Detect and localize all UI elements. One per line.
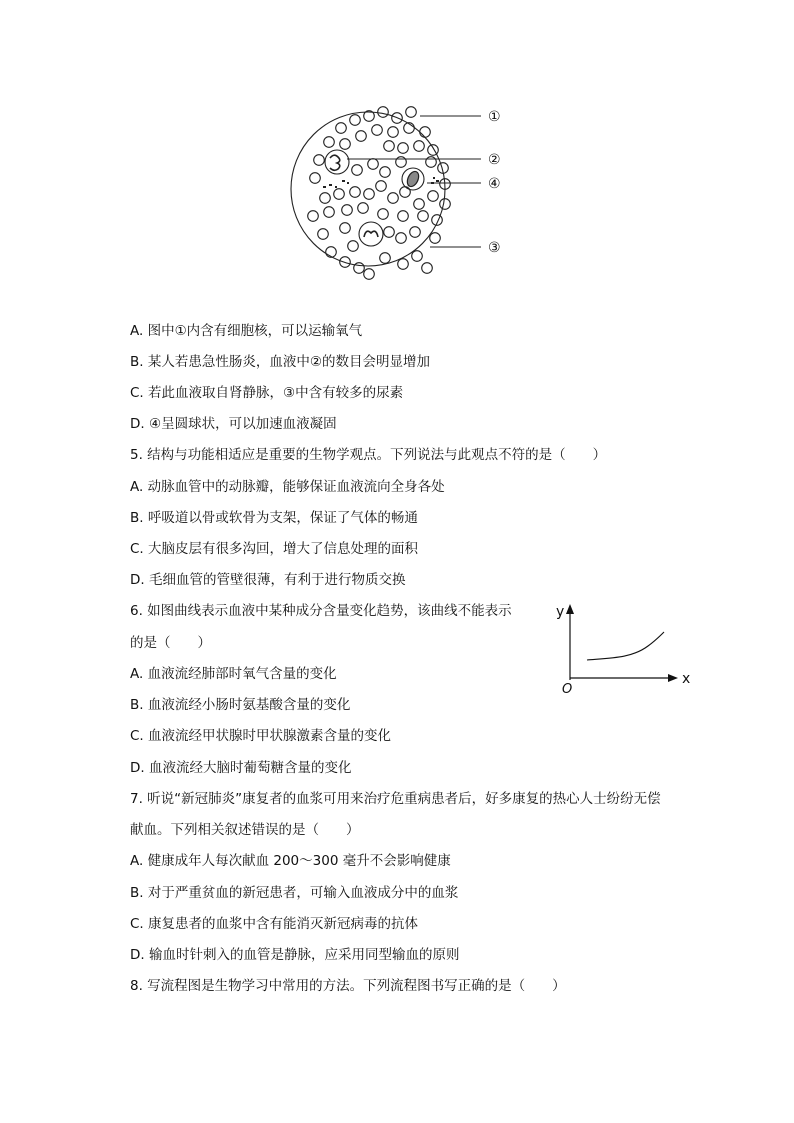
red-blood-cell xyxy=(350,115,361,126)
red-blood-cell xyxy=(348,241,359,252)
q6-curve-graph xyxy=(552,598,698,696)
red-blood-cell xyxy=(428,145,439,156)
red-blood-cell xyxy=(440,199,451,210)
red-blood-cell xyxy=(350,187,361,198)
red-blood-cell xyxy=(326,247,337,258)
red-blood-cell xyxy=(340,223,351,234)
q7-option-b: B. 对于严重贫血的新冠患者，可输入血液成分中的血浆 xyxy=(130,885,459,901)
q7-stem-line1: 7. 听说“新冠肺炎”康复者的血浆可用来治疗危重病患者后，好多康复的热心人士纷纷无偿 xyxy=(130,791,661,807)
red-blood-cell xyxy=(334,189,345,200)
red-blood-cell xyxy=(406,107,417,118)
q6-stem-line2: 的是（ ） xyxy=(130,635,211,651)
red-blood-cell xyxy=(368,159,379,170)
q5-option-b: B. 呼吸道以骨或软骨为支架，保证了气体的畅通 xyxy=(130,510,418,526)
red-blood-cell xyxy=(410,227,421,238)
red-blood-cell xyxy=(388,193,399,204)
red-blood-cell xyxy=(380,253,391,264)
q6-option-d: D. 血液流经大脑时葡萄糖含量的变化 xyxy=(130,760,352,776)
red-blood-cell xyxy=(364,189,375,200)
white-blood-cell xyxy=(359,222,383,246)
red-blood-cell xyxy=(414,199,425,210)
red-blood-cell xyxy=(396,233,407,244)
red-blood-cell xyxy=(398,143,409,154)
q5-option-a: A. 动脉血管中的动脉瓣，能够保证血液流向全身各处 xyxy=(130,479,445,495)
red-blood-cell xyxy=(380,167,391,178)
q5-stem: 5. 结构与功能相适应是重要的生物学观点。下列说法与此观点不符的是（ ） xyxy=(130,447,607,463)
q4-option-c: C. 若此血液取自肾静脉，③中含有较多的尿素 xyxy=(130,385,404,401)
red-blood-cell xyxy=(358,203,369,214)
trend-curve xyxy=(587,632,664,660)
q4-option-b: B. 某人若患急性肠炎，血液中②的数目会明显增加 xyxy=(130,354,430,370)
red-blood-cell xyxy=(354,263,365,274)
red-blood-cell xyxy=(314,155,325,166)
white-blood-cell xyxy=(402,168,424,190)
red-blood-cell xyxy=(356,131,367,142)
red-blood-cell xyxy=(310,173,321,184)
red-blood-cell xyxy=(336,123,347,134)
red-blood-cell xyxy=(398,259,409,270)
red-blood-cell xyxy=(308,211,319,222)
red-blood-cell xyxy=(414,141,425,152)
red-blood-cells xyxy=(308,107,451,280)
red-blood-cell xyxy=(398,211,409,222)
red-blood-cell xyxy=(378,107,389,118)
q5-option-d: D. 毛细血管的管壁很薄，有利于进行物质交换 xyxy=(130,572,406,588)
y-axis-label: y xyxy=(556,604,565,620)
red-blood-cell xyxy=(378,209,389,220)
white-blood-cell xyxy=(325,150,349,174)
red-blood-cell xyxy=(324,137,335,148)
label-1: ① xyxy=(488,109,501,125)
red-blood-cell xyxy=(372,125,383,136)
q7-option-a: A. 健康成年人每次献血 200～300 毫升不会影响健康 xyxy=(130,853,451,869)
red-blood-cell xyxy=(364,269,375,280)
q6-option-c: C. 血液流经甲状腺时甲状腺激素含量的变化 xyxy=(130,728,392,744)
q8-stem: 8. 写流程图是生物学习中常用的方法。下列流程图书写正确的是（ ） xyxy=(130,978,566,994)
x-axis-label: x xyxy=(682,671,691,687)
red-blood-cell xyxy=(426,157,437,168)
q5-option-c: C. 大脑皮层有很多沟回，增大了信息处理的面积 xyxy=(130,541,419,557)
label-3: ③ xyxy=(488,240,501,256)
blood-smear-figure xyxy=(285,92,515,284)
red-blood-cell xyxy=(388,127,399,138)
x-axis-arrow xyxy=(668,674,678,682)
red-blood-cell xyxy=(418,211,429,222)
red-blood-cell xyxy=(412,251,423,262)
red-blood-cell xyxy=(384,227,395,238)
red-blood-cell xyxy=(428,191,439,202)
red-blood-cell xyxy=(420,127,431,138)
origin-label: O xyxy=(562,682,573,696)
red-blood-cell xyxy=(400,187,411,198)
red-blood-cell xyxy=(324,207,335,218)
q7-stem-line2: 献血。下列相关叙述错误的是（ ） xyxy=(130,822,360,838)
q7-option-c: C. 康复患者的血浆中含有能消灭新冠病毒的抗体 xyxy=(130,916,419,932)
red-blood-cell xyxy=(340,139,351,150)
q4-option-a: A. 图中①内含有细胞核，可以运输氧气 xyxy=(130,323,363,339)
q4-option-d: D. ④呈圆球状，可以加速血液凝固 xyxy=(130,416,337,432)
q6-option-a: A. 血液流经肺部时氧气含量的变化 xyxy=(130,666,337,682)
q7-option-d: D. 输血时针刺入的血管是静脉，应采用同型输血的原则 xyxy=(130,947,460,963)
q6-option-b: B. 血液流经小肠时氨基酸含量的变化 xyxy=(130,697,351,713)
label-4: ④ xyxy=(488,176,501,192)
red-blood-cell xyxy=(342,205,353,216)
y-axis-arrow xyxy=(566,604,574,614)
red-blood-cell xyxy=(352,165,363,176)
red-blood-cell xyxy=(318,229,329,240)
red-blood-cell xyxy=(376,181,387,192)
red-blood-cell xyxy=(384,141,395,152)
label-2: ② xyxy=(488,152,501,168)
red-blood-cell xyxy=(396,157,407,168)
red-blood-cell xyxy=(430,233,441,244)
red-blood-cell xyxy=(422,263,433,274)
q6-stem-line1: 6. 如图曲线表示血液中某种成分含量变化趋势，该曲线不能表示 xyxy=(130,603,512,619)
red-blood-cell xyxy=(320,193,331,204)
